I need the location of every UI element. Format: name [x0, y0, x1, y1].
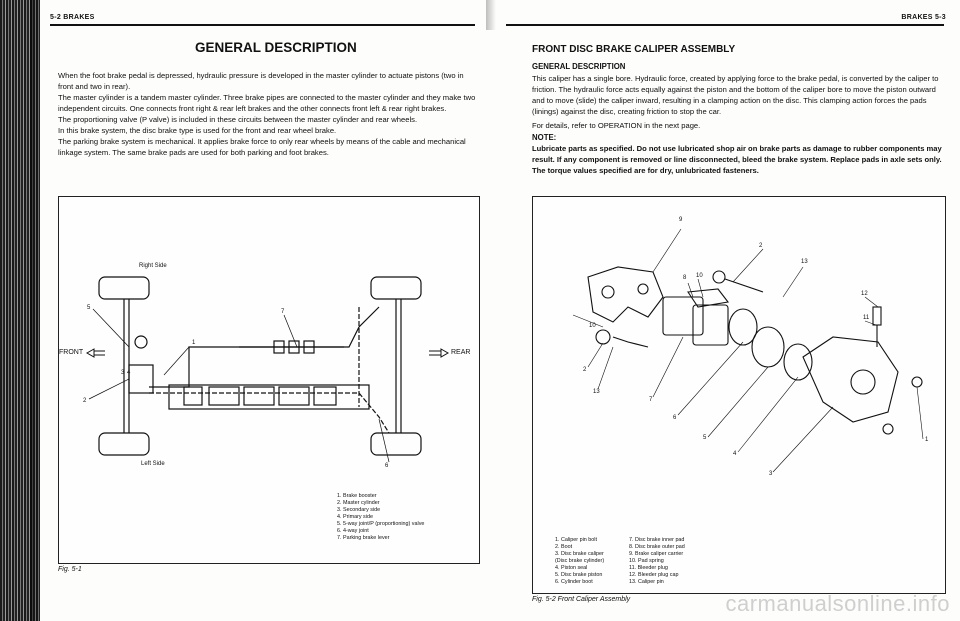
callout-12: 12 — [861, 291, 868, 297]
legend-item: 13. Caliper pin — [629, 579, 664, 585]
callout-2: 2 — [83, 398, 87, 404]
legend-item: 3. Disc brake caliper — [555, 551, 604, 557]
callout-6: 6 — [385, 463, 389, 469]
caliper-assembly-figure — [532, 196, 946, 594]
caliper-paragraph: This caliper has a single bore. Hydraulic force, created by applying force to the brake pedal, is converted by the caliper to friction. The hydraulic force acts equally against the piston and the bottom of the caliper bore to move the piston outward and to move (slide) the caliper inward, resulting in a clamping action on the disc. This clamping action forces the pads (linings) against the disc, creating friction to stop the car. — [532, 74, 939, 116]
right-header-rule — [506, 24, 944, 26]
brake-system-figure — [58, 196, 480, 564]
note-label: NOTE: — [532, 133, 557, 142]
callout-2-top: 2 — [759, 243, 763, 249]
watermark: carmanualsonline.info — [725, 591, 950, 616]
figure-5-1-caption: Fig. 5-1 — [58, 566, 82, 573]
legend-item: 1. Brake booster — [337, 493, 377, 499]
right-running-header: BRAKES 5-3 — [901, 14, 946, 21]
callout-5: 5 — [703, 435, 707, 441]
wheel-rear-right — [371, 277, 421, 299]
legend-item: 9. Brake caliper carrier — [629, 551, 684, 557]
callout-4: 4 — [127, 370, 131, 376]
left-page-title: GENERAL DESCRIPTION — [195, 40, 357, 55]
right-page-title: FRONT DISC BRAKE CALIPER ASSEMBLY — [532, 44, 736, 55]
caliper-exploded-diagram — [533, 197, 945, 517]
wheel-front-left — [99, 433, 149, 455]
callout-13-top: 13 — [801, 259, 808, 265]
callout-7: 7 — [649, 397, 653, 403]
legend-item: 12. Bleeder plug cap — [629, 572, 679, 578]
paragraph-4: In this brake system, the disc brake type is used for the front and rear wheel brake. — [58, 126, 337, 135]
label-rear: REAR — [451, 349, 471, 356]
paragraph-3: The proportioning valve (P valve) is included in these circuits between the master cylinder and rear wheels. — [58, 115, 418, 124]
legend-item: 6. Cylinder boot — [555, 579, 593, 585]
left-header-rule — [50, 24, 475, 26]
figure-5-2-legend-col1 — [555, 537, 604, 586]
right-page — [492, 0, 960, 621]
paragraph-1: When the foot brake pedal is depressed, hydraulic pressure is developed in the master cylinder to actuate pistons (two in front and two in rear). — [58, 71, 464, 91]
legend-item: 4. Piston seal — [555, 565, 588, 571]
callout-8: 8 — [683, 275, 687, 281]
legend-item: 4. Primary side — [337, 514, 373, 520]
label-right-side: Right Side — [139, 263, 167, 269]
callout-3: 3 — [769, 471, 773, 477]
legend-item: 8. Disc brake outer pad — [629, 544, 685, 550]
callout-13-left: 13 — [593, 389, 600, 395]
legend-item: 2. Boot — [555, 544, 573, 550]
legend-item: (Disc brake cylinder) — [555, 558, 605, 564]
general-description-text — [58, 70, 476, 158]
caliper-description-text — [532, 73, 944, 131]
book-binding-edge — [0, 0, 40, 621]
caliper-paragraph-2: For details, refer to OPERATION in the next page. — [532, 121, 701, 130]
legend-item: 2. Master cylinder — [337, 500, 380, 506]
callout-10-left: 10 — [589, 323, 596, 329]
wheel-front-right — [99, 277, 149, 299]
callout-6: 6 — [673, 415, 677, 421]
wheel-rear-left — [371, 433, 421, 455]
callout-9: 9 — [679, 217, 683, 223]
legend-item: 7. Parking brake lever — [337, 535, 390, 541]
right-subtitle: GENERAL DESCRIPTION — [532, 62, 626, 71]
note-text: Lubricate parts as specified. Do not use lubricated shop air on brake parts as damage to rubber components may result. If any component is removed or line disconnected, bleed the brake system. Replace pads in axle sets only. The torque values specified are for dry, unlubricated fasteners. — [532, 144, 942, 175]
callout-3: 3 — [121, 370, 125, 376]
callout-11: 11 — [863, 315, 870, 321]
figure-5-2-caption: Fig. 5-2 Front Caliper Assembly — [532, 596, 631, 603]
legend-item: 10. Pad spring — [629, 558, 664, 564]
callout-5: 5 — [87, 305, 91, 311]
label-left-side: Left Side — [141, 461, 165, 467]
left-running-header: 5-2 BRAKES — [50, 14, 95, 21]
callout-1: 1 — [192, 340, 196, 346]
legend-item: 6. 4-way joint — [337, 528, 369, 534]
legend-item: 3. Secondary side — [337, 507, 381, 513]
paragraph-5: The parking brake system is mechanical. It applies brake force to only rear wheels by means of the cable and mechanical linkage system. The same brake pads are used for both parking and foot brakes. — [58, 137, 466, 157]
legend-item: 11. Bleeder plug — [629, 565, 668, 571]
label-front: FRONT — [59, 349, 84, 356]
legend-item: 5. Disc brake piston — [555, 572, 603, 578]
legend-item: 5. 5-way joint/P (proportioning) valve — [337, 521, 425, 527]
callout-1: 1 — [925, 437, 929, 443]
left-page — [40, 0, 488, 621]
callout-2-left: 2 — [583, 367, 587, 373]
legend-item: 7. Disc brake inner pad — [629, 537, 685, 543]
figure-5-1-legend — [337, 493, 424, 542]
callout-10-top: 10 — [696, 273, 703, 279]
figure-5-2-legend-col2 — [629, 537, 685, 586]
callout-4: 4 — [733, 451, 737, 457]
callout-7: 7 — [281, 309, 285, 315]
legend-item: 1. Caliper pin bolt — [555, 537, 597, 543]
paragraph-2: The master cylinder is a tandem master cylinder. Three brake pipes are connected to the master cylinder and they make two independent circuits. One connects front right & rear left brakes and the other connects front left & rear right brakes. — [58, 93, 476, 113]
